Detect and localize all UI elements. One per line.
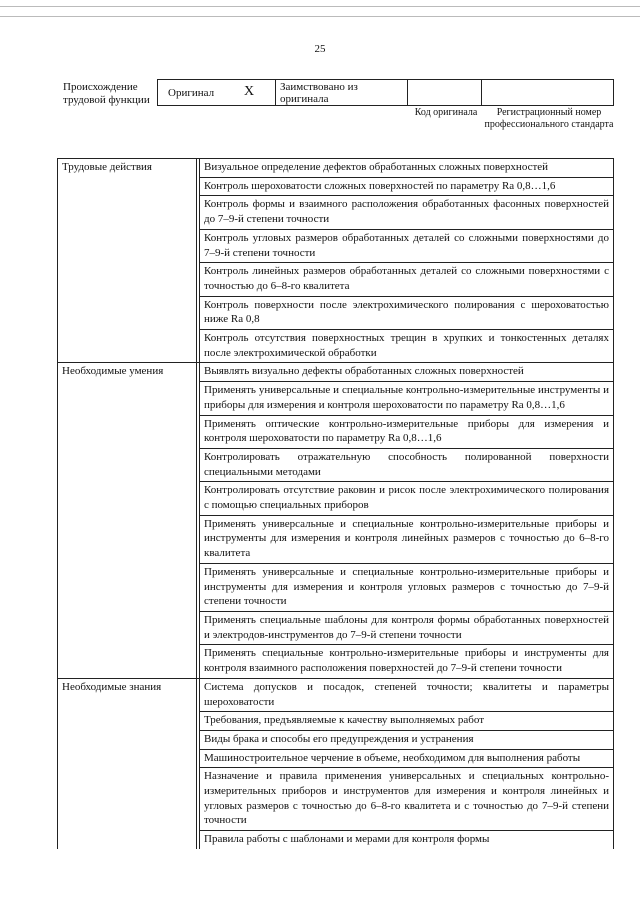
original-mark: X — [244, 84, 255, 99]
origin-divider — [481, 80, 482, 105]
table-row: Контролировать отсутствие раковин и рисок после электрохимического полирования с помощью специальных приборов — [199, 482, 614, 515]
table-row: Назначение и правила применения универсальных и специальных контрольно-измерительных приборов и инструментов для измерения и контроля линейных и угловых размеров с точностью до 6–8-го квалитета и с точностью до 7–9-й степени точности — [199, 768, 614, 831]
section-title: Трудовые действия — [58, 159, 197, 362]
original-label: Оригинал — [168, 87, 215, 99]
table-row: Система допусков и посадок, степеней точности; квалитеты и параметры шероховатости — [199, 679, 614, 712]
section-required-knowledge — [58, 679, 614, 849]
table-row: Применять универсальные и специальные контрольно-измерительные приборы и инструменты для измерения и контроля линейных размеров с точностью до 6–8-го квалитета — [199, 516, 614, 564]
table-row: Применять универсальные и специальные контрольно-измерительные инструменты и приборы для измерения и контроля шероховатости по параметру Ra 0,8…1,6 — [199, 382, 614, 415]
table-row: Требования, предъявляемые к качеству выполняемых работ — [199, 712, 614, 731]
section-items — [197, 159, 614, 362]
top-rule-2 — [0, 16, 640, 17]
section-title: Необходимые умения — [58, 363, 197, 677]
table-row: Применять специальные контрольно-измерительные приборы и инструменты для контроля взаимного расположения поверхностей до 7–9-й степени точности — [199, 645, 614, 677]
table-row: Визуальное определение дефектов обработанных сложных поверхностей — [199, 159, 614, 178]
page-number: 25 — [314, 43, 326, 55]
origin-divider — [275, 80, 276, 105]
table-row: Применять специальные шаблоны для контроля формы обработанных поверхностей и электродов-инструментов до 7–9-й степени точности — [199, 612, 614, 645]
top-rule — [0, 6, 640, 7]
section-title: Необходимые знания — [58, 679, 197, 849]
table-row: Контроль угловых размеров обработанных деталей со сложными поверхностями до 7–9-й степени точности — [199, 230, 614, 263]
table-row: Контроль линейных размеров обработанных деталей со сложными поверхностями с точностью до 6–8-го квалитета — [199, 263, 614, 296]
origin-divider — [407, 80, 408, 105]
table-row: Контролировать отражательную способность полированной поверхности специальными методами — [199, 449, 614, 482]
table-row: Машиностроительное черчение в объеме, необходимом для выполнения работы — [199, 750, 614, 769]
table-row: Правила работы с шаблонами и мерами для контроля формы — [199, 831, 614, 849]
table-row: Применять универсальные и специальные контрольно-измерительные приборы и инструменты для измерения и контроля угловых размеров с точностью до 7–9-й степени точности — [199, 564, 614, 612]
origin-table — [157, 79, 614, 106]
section-items — [197, 363, 614, 677]
origin-label: Происхождение трудовой функции — [63, 81, 150, 106]
table-row: Выявлять визуально дефекты обработанных сложных поверхностей — [199, 363, 614, 382]
table-row: Контроль шероховатости сложных поверхностей по параметру Ra 0,8…1,6 — [199, 178, 614, 197]
borrowed-label: Заимствовано из оригинала — [280, 81, 358, 105]
table-row: Контроль отсутствия поверхностных трещин в хрупких и тонкостенных деталях после электрохимической обработки — [199, 330, 614, 362]
table-row: Применять оптические контрольно-измерительные приборы для измерения и контроля шероховатости по параметру Ra 0,8…1,6 — [199, 416, 614, 449]
section-required-skills — [58, 363, 614, 678]
function-table — [57, 158, 614, 849]
section-labor-actions — [58, 159, 614, 363]
table-row: Контроль формы и взаимного расположения обработанных фасонных поверхностей до 7–9-й степени точности — [199, 196, 614, 229]
section-items — [197, 679, 614, 849]
table-row: Виды брака и способы его предупреждения и устранения — [199, 731, 614, 750]
code-caption: Код оригинала — [414, 107, 478, 118]
reg-number-caption: Регистрационный номер профессионального стандарта — [484, 107, 614, 130]
table-row: Контроль поверхности после электрохимического полирования с шероховатостью ниже Ra 0,8 — [199, 297, 614, 330]
